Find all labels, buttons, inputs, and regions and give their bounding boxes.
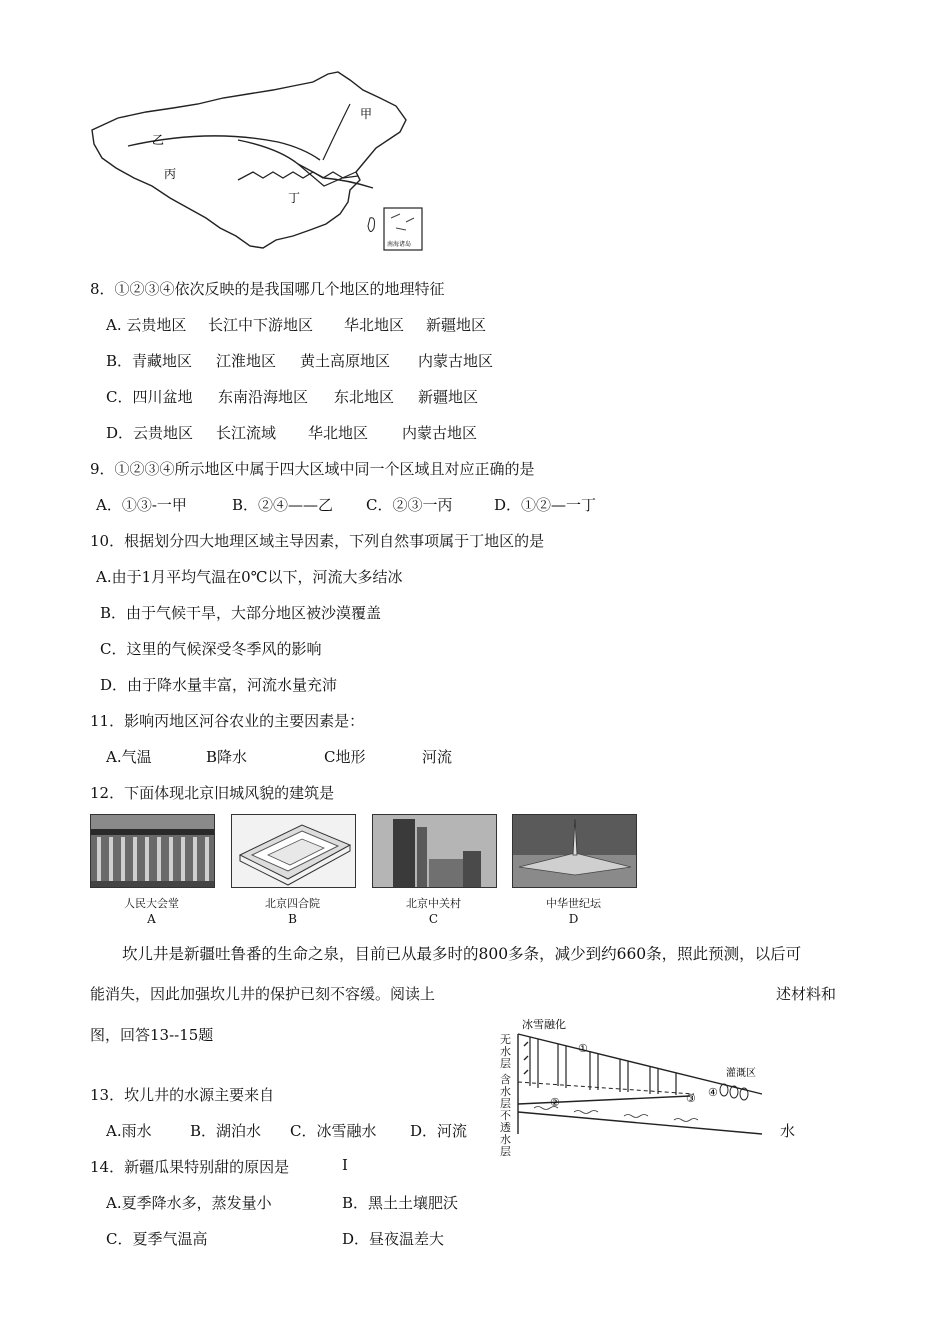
passage-line-2: 能消失，因此加强坎儿井的保护已刻不容缓。阅读上: [90, 985, 436, 1003]
q11-stem: 11．影响丙地区河谷农业的主要因素是：: [90, 712, 365, 730]
q9-option-b[interactable]: B．②④——乙: [232, 496, 334, 514]
q8-option-c-2: 东南沿海地区: [218, 388, 309, 406]
inset-label: 南海诸岛: [387, 241, 412, 248]
picture-great-hall[interactable]: [90, 814, 215, 888]
caption-d: 中华世纪坛: [546, 897, 601, 910]
q13-stem: 13．坎儿井的水源主要来自: [90, 1086, 275, 1104]
taiwan-island: [368, 218, 375, 232]
q13-option-b[interactable]: B．湖泊水: [190, 1122, 262, 1140]
q8-option-d-3: 华北地区: [308, 424, 369, 442]
q13-option-d[interactable]: D．河流: [410, 1122, 468, 1140]
q11-option-c[interactable]: C地形: [324, 748, 366, 766]
q14-option-c[interactable]: C．夏季气温高: [106, 1230, 208, 1248]
letter-c: C: [428, 912, 439, 926]
q11-option-b[interactable]: B降水: [206, 748, 248, 766]
marker-1: ①: [578, 1042, 588, 1055]
q10-stem: 10．根据划分四大地理区域主导因素，下列自然事项属于丁地区的是: [90, 532, 545, 550]
q14-stem-mark: I: [342, 1156, 348, 1174]
letter-b: B: [288, 912, 297, 926]
q8-stem: 8．①②③④依次反映的是我国哪几个地区的地理特征: [90, 280, 445, 298]
q9-option-a[interactable]: A．①③-一甲: [96, 496, 187, 514]
label-snowmelt: 冰雪融化: [522, 1018, 566, 1031]
marker-4: ④: [708, 1086, 718, 1099]
q8-option-c-1[interactable]: C．四川盆地: [106, 388, 193, 406]
q8-option-b-4: 内蒙古地区: [418, 352, 494, 370]
passage-line-1: 坎儿井是新疆吐鲁番的生命之泉，目前已从最多时的800多条，减少到约660条，照此预测，以后可: [122, 945, 802, 963]
caption-c: 北京中关村: [406, 897, 461, 910]
q8-option-b-1[interactable]: B．青藏地区: [106, 352, 193, 370]
q10-option-a[interactable]: A.由于1月平均气温在0℃以下，河流大多结冰: [96, 568, 403, 586]
kariz-diagram: [494, 1016, 764, 1136]
q10-option-d[interactable]: D．由于降水量丰富，河流水量充沛: [100, 676, 338, 694]
caption-a: 人民大会堂: [124, 897, 179, 910]
q8-option-c-3: 东北地区: [334, 388, 395, 406]
region-label-yi: 乙: [152, 133, 165, 147]
marker-2: ②: [550, 1096, 560, 1109]
q13-option-a[interactable]: A.雨水: [106, 1122, 152, 1140]
region-label-ding: 丁: [288, 191, 301, 205]
map-outline: [92, 72, 406, 248]
picture-millennium-monument[interactable]: [512, 814, 637, 888]
q14-option-b[interactable]: B．黑土土壤肥沃: [342, 1194, 459, 1212]
q14-option-a[interactable]: A.夏季降水多，蒸发量小: [106, 1194, 272, 1212]
q13-option-c[interactable]: C．冰雪融水: [290, 1122, 377, 1140]
q8-option-a-3: 华北地区: [344, 316, 405, 334]
q8-option-b-2: 江淮地区: [216, 352, 277, 370]
q14-stem: 14．新疆瓜果特别甜的原因是: [90, 1158, 290, 1176]
q8-option-a-4: 新疆地区: [426, 316, 487, 334]
q8-option-d-2: 长江流域: [216, 424, 277, 442]
label-aquifer: 含水层: [500, 1073, 511, 1110]
label-irrigation: 灌溉区: [726, 1068, 756, 1079]
region-label-jia: 甲: [360, 107, 373, 121]
q9-option-d[interactable]: D．①②—一丁: [494, 496, 597, 514]
letter-a: A: [147, 912, 156, 926]
q8-option-a-1[interactable]: A. 云贵地区: [106, 316, 187, 334]
q8-option-d-1[interactable]: D．云贵地区: [106, 424, 194, 442]
picture-zhongguancun[interactable]: [372, 814, 497, 888]
q10-option-b[interactable]: B．由于气候干旱，大部分地区被沙漠覆盖: [100, 604, 382, 622]
q10-option-c[interactable]: C．这里的气候深受冬季风的影响: [100, 640, 322, 658]
letter-d: D: [568, 912, 579, 926]
q8-option-d-4: 内蒙古地区: [402, 424, 478, 442]
q14-option-d[interactable]: D．昼夜温差大: [342, 1230, 445, 1248]
q11-option-a[interactable]: A.气温: [106, 748, 152, 766]
q11-option-d[interactable]: 河流: [422, 748, 453, 766]
q12-stem: 12．下面体现北京旧城风貌的建筑是: [90, 784, 335, 802]
picture-siheyuan[interactable]: [231, 814, 356, 888]
q9-stem: 9．①②③④所示地区中属于四大区域中同一个区域且对应正确的是: [90, 460, 535, 478]
label-no-water: 无水层: [500, 1033, 511, 1070]
q8-option-c-4: 新疆地区: [418, 388, 479, 406]
q9-option-c[interactable]: C．②③一丙: [366, 496, 453, 514]
region-label-bing: 丙: [164, 167, 177, 181]
passage-line-3: 图，回答13--15题: [90, 1026, 214, 1044]
marker-3: ③: [686, 1092, 696, 1105]
label-impermeable: 不透水层: [500, 1109, 511, 1158]
q8-option-a-2: 长江中下游地区: [208, 316, 314, 334]
china-region-map: [88, 68, 428, 254]
q8-option-b-3: 黄土高原地区: [300, 352, 391, 370]
caption-b: 北京四合院: [265, 897, 320, 910]
passage-line-2-right: 述材料和: [776, 985, 837, 1003]
q13-trailing: 水: [780, 1122, 796, 1140]
